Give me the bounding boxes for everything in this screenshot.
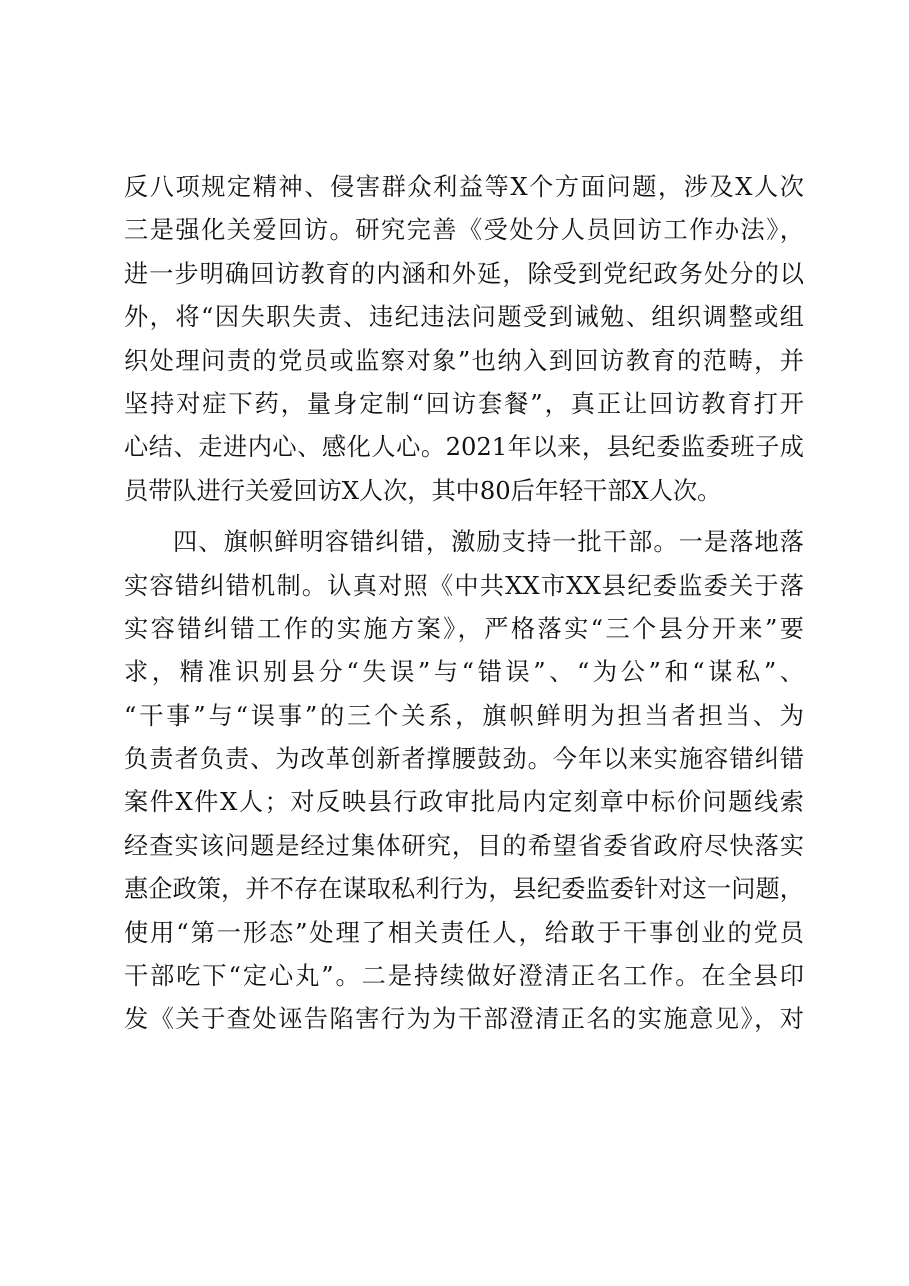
text-line: 进一步明确回访教育的内涵和外延，除受到党纪政务处分的以 — [124, 259, 804, 288]
text-line: 坚持对症下药，量身定制“回访套餐”，真正让回访教育打开 — [124, 389, 804, 418]
text-line: 三是强化关爱回访。研究完善《受处分人员回访工作办法》， — [124, 216, 804, 245]
text-line: 求，精准识别县分“失误”与“错误”、“为公”和“谋私”、 — [124, 658, 804, 687]
text-line: 发《关于查处诬告陷害行为为干部澄清正名的实施意见》，对 — [124, 1005, 804, 1034]
text-line: 员带队进行关爱回访X人次，其中80后年轻干部X人次。 — [124, 476, 722, 505]
text-line: 经查实该问题是经过集体研究，目的希望省委省政府尽快落实 — [124, 831, 804, 860]
text-line: 案件X件X人；对反映县行政审批局内定刻章中标价问题线索 — [124, 788, 804, 817]
text-line: 织处理问责的党员或监察对象”也纳入到回访教育的范畴，并 — [124, 346, 804, 375]
text-line: 心结、走进内心、感化人心。2021年以来，县纪委监委班子成 — [124, 433, 804, 462]
text-line: 四、旗帜鲜明容错纠错，激励支持一批干部。一是落地落 — [173, 528, 804, 557]
paragraph-care-visits — [124, 166, 804, 513]
text-line: 实容错纠错工作的实施方案》，严格落实“三个县分开来”要 — [124, 614, 804, 643]
text-line: “干事”与“误事”的三个关系，旗帜鲜明为担当者担当、为 — [124, 701, 804, 730]
document-body — [124, 166, 804, 1042]
text-line: 干部吃下“定心丸”。二是持续做好澄清正名工作。在全县印 — [124, 962, 804, 991]
text-line: 实容错纠错机制。认真对照《中共XX市XX县纪委监委关于落 — [124, 571, 804, 600]
text-line: 惠企政策，并不存在谋取私利行为，县纪委监委针对这一问题， — [124, 875, 804, 904]
text-line: 负责者负责、为改革创新者撑腰鼓劲。今年以来实施容错纠错 — [124, 745, 804, 774]
paragraph-spacer — [124, 513, 804, 521]
text-line: 反八项规定精神、侵害群众利益等X个方面问题，涉及X人次 — [124, 173, 804, 201]
text-line: 外，将“因失职失责、违纪违法问题受到诫勉、组织调整或组 — [124, 303, 804, 332]
paragraph-error-tolerance — [124, 521, 804, 1042]
text-line: 使用“第一形态”处理了相关责任人，给敢于干事创业的党员 — [124, 918, 804, 947]
